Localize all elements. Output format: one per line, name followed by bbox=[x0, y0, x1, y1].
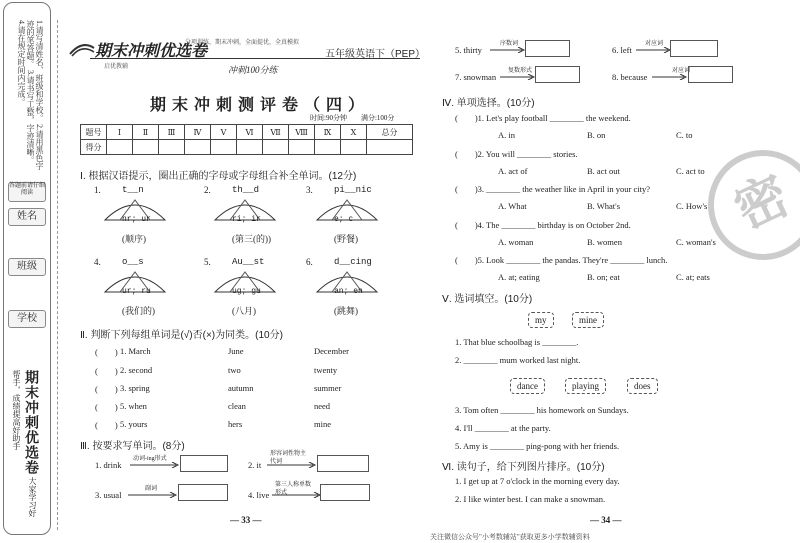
fill-sentence: 2. ________ mum worked last night. bbox=[455, 355, 581, 365]
option-a[interactable]: A. act of bbox=[498, 166, 528, 176]
answer-box[interactable] bbox=[180, 455, 228, 472]
option-a[interactable]: A. What bbox=[498, 201, 527, 211]
grade-label: 五年级英语下（PEP） bbox=[325, 49, 426, 60]
sidebar-logo: 期末冲刺优选卷 大家学习好帮手，成绩提高好助手 bbox=[12, 370, 40, 517]
judge-word: autumn bbox=[228, 383, 254, 393]
word-prompt: 2. it bbox=[248, 460, 262, 470]
question-stem: ( )4. The ________ birthday is on October 2nd. bbox=[455, 220, 631, 230]
option-b[interactable]: B. on; eat bbox=[587, 272, 620, 282]
brand-name: 启优教辅 bbox=[104, 64, 129, 70]
section-6-title: Ⅵ. 读句子，给下列图片排序。(10分) bbox=[442, 462, 605, 473]
question-stem: ( )3. ________ the weather like in April in your city? bbox=[455, 184, 650, 194]
fill-sentence: 4. I'll ________ at the party. bbox=[455, 423, 551, 433]
sidebar-hint: 答题前请仔细阅读 bbox=[8, 182, 46, 202]
reading-sentence: 1. I get up at 7 o'clock in the morning every day. bbox=[455, 476, 620, 486]
judge-paren[interactable]: ( ) bbox=[95, 384, 118, 394]
slogan: 冲刺100分练 bbox=[228, 65, 278, 75]
time-info: 时间:90分钟 满分:100分 bbox=[310, 114, 395, 122]
option-b[interactable]: B. women bbox=[587, 237, 622, 247]
header-subtitle: 分项训练，期末冲刺，全面提优，全真模拟 bbox=[185, 40, 300, 46]
answer-box[interactable] bbox=[317, 455, 369, 472]
judge-word: 5. yours bbox=[120, 419, 148, 429]
judge-word: two bbox=[228, 365, 241, 375]
question-stem: ( )5. Look ________ the pandas. They're ________ lunch. bbox=[455, 255, 668, 265]
class-label: 班级 bbox=[8, 258, 46, 276]
sidebar-notes: 1.请写清姓名、班级和学校。 2.请用黑色字迹的笔答题。 3.请书写工整，字迹清晰。 4.请在规定时间内完成。 bbox=[17, 20, 44, 170]
option-a[interactable]: A. in bbox=[498, 130, 515, 140]
arrow-icon bbox=[267, 462, 317, 468]
score-table bbox=[80, 124, 413, 155]
arrow-icon bbox=[272, 492, 322, 498]
word-choice: playing bbox=[565, 378, 606, 394]
option-a[interactable]: A. at; eating bbox=[498, 272, 540, 282]
answer-box[interactable] bbox=[688, 66, 733, 83]
word-prompt: 7. snowman bbox=[455, 72, 497, 82]
judge-word: hers bbox=[228, 419, 243, 429]
judge-word: December bbox=[314, 346, 349, 356]
word-annotation: 动词-ing形式 bbox=[133, 456, 167, 462]
header-rule bbox=[90, 58, 420, 59]
option-a[interactable]: A. woman bbox=[498, 237, 534, 247]
footer-note: 关注微信公众号"小考数辅站"获取更多小学数辅资料 bbox=[430, 533, 590, 541]
word-choice: dance bbox=[510, 378, 545, 394]
arrow-icon bbox=[652, 74, 688, 80]
arrow-icon bbox=[490, 47, 526, 53]
fan-item: 6. d__cing an; en (跳舞) bbox=[312, 257, 392, 319]
fan-item: 2. th__d ri; ir (第三(的)) bbox=[210, 185, 290, 247]
answer-box[interactable] bbox=[178, 484, 228, 501]
fan-item: 1. t__n nr; ur (顺序) bbox=[100, 185, 180, 247]
word-annotation: 形容词性物主代词 bbox=[270, 451, 307, 465]
section-4-title: Ⅳ. 单项选择。(10分) bbox=[442, 98, 535, 109]
option-c[interactable]: C. woman's bbox=[676, 237, 716, 247]
word-annotation: 对应词 bbox=[645, 41, 664, 47]
judge-word: summer bbox=[314, 383, 342, 393]
page-number-right: — 34 — bbox=[590, 515, 622, 525]
question-stem: ( )1. Let's play football ________ the weekend. bbox=[455, 113, 631, 123]
judge-paren[interactable]: ( ) bbox=[95, 402, 118, 412]
page-title: 期末冲刺测评卷（四） bbox=[150, 97, 371, 114]
word-annotation: 第三人称单数形式 bbox=[275, 482, 312, 496]
school-label: 学校 bbox=[8, 310, 46, 328]
reading-sentence: 2. I like winter best. I can make a snowman. bbox=[455, 494, 606, 504]
judge-word: 3. spring bbox=[120, 383, 150, 393]
page-number-left: — 33 — bbox=[230, 515, 262, 525]
fan-item: 5. Au__st ug; gu (八月) bbox=[210, 257, 290, 319]
word-choice: does bbox=[627, 378, 658, 394]
word-prompt: 1. drink bbox=[95, 460, 122, 470]
arrow-icon bbox=[500, 74, 536, 80]
option-c[interactable]: C. at; eats bbox=[676, 272, 710, 282]
word-prompt: 6. left bbox=[612, 45, 632, 55]
word-prompt: 5. thirty bbox=[455, 45, 482, 55]
word-choice: mine bbox=[572, 312, 604, 328]
word-annotation: 序数词 bbox=[500, 41, 519, 47]
option-c[interactable]: C. How's bbox=[676, 201, 708, 211]
judge-word: June bbox=[228, 346, 244, 356]
judge-word: need bbox=[314, 401, 331, 411]
section-3-title: Ⅲ. 按要求写单词。(8分) bbox=[80, 441, 185, 452]
word-choice: my bbox=[528, 312, 554, 328]
judge-word: 2. second bbox=[120, 365, 153, 375]
arrow-icon bbox=[636, 47, 672, 53]
score-value-row: 得分 bbox=[81, 140, 413, 155]
fan-item: 4. o__s ur; ru (我们的) bbox=[100, 257, 180, 319]
fold-line bbox=[57, 20, 58, 530]
word-prompt: 3. usual bbox=[95, 490, 122, 500]
option-b[interactable]: B. What's bbox=[587, 201, 621, 211]
answer-box[interactable] bbox=[535, 66, 580, 83]
judge-word: 1. March bbox=[120, 346, 151, 356]
question-stem: ( )2. You will ________ stories. bbox=[455, 149, 578, 159]
fill-sentence: 3. Tom often ________ his homework on Sundays. bbox=[455, 405, 629, 415]
word-prompt: 8. because bbox=[612, 72, 648, 82]
judge-word: mine bbox=[314, 419, 331, 429]
word-annotation: 副词 bbox=[145, 486, 158, 492]
word-prompt: 4. live bbox=[248, 490, 270, 500]
arrow-icon bbox=[128, 492, 178, 498]
section-2-title: Ⅱ. 判断下列每组单词是(√)否(×)为同类。(10分) bbox=[80, 330, 283, 341]
fill-sentence: 5. Amy is ________ ping-pong with her friends. bbox=[455, 441, 620, 451]
option-b[interactable]: B. on bbox=[587, 130, 606, 140]
arrow-icon bbox=[130, 462, 180, 468]
fan-item: 3. pi__nic e; c (野餐) bbox=[312, 185, 392, 247]
section-5-title: Ⅴ. 选词填空。(10分) bbox=[442, 294, 533, 305]
option-b[interactable]: B. act out bbox=[587, 166, 620, 176]
answer-box[interactable] bbox=[320, 484, 370, 501]
option-c[interactable]: C. act to bbox=[676, 166, 705, 176]
score-header-row: 题号 Ⅰ Ⅱ Ⅲ Ⅳ Ⅴ Ⅵ Ⅶ Ⅷ Ⅸ Ⅹ 总分 bbox=[81, 125, 413, 140]
judge-paren[interactable]: ( ) bbox=[95, 420, 118, 430]
confidential-stamp: 密 bbox=[690, 132, 800, 278]
judge-paren[interactable]: ( ) bbox=[95, 366, 118, 376]
answer-box[interactable] bbox=[525, 40, 570, 57]
judge-word: clean bbox=[228, 401, 246, 411]
answer-box[interactable] bbox=[670, 40, 718, 57]
option-c[interactable]: C. to bbox=[676, 130, 693, 140]
fill-sentence: 1. That blue schoolbag is ________. bbox=[455, 337, 579, 347]
section-1-title: Ⅰ. 根据汉语提示，圈出正确的字母或字母组合补全单词。(12分) bbox=[80, 171, 357, 182]
header-logo: 期末冲刺优选卷 bbox=[95, 43, 208, 60]
judge-paren[interactable]: ( ) bbox=[95, 347, 118, 357]
word-annotation: 复数形式 bbox=[508, 68, 533, 74]
name-label: 姓名 bbox=[8, 208, 46, 226]
judge-word: 5. when bbox=[120, 401, 147, 411]
word-annotation: 对应词 bbox=[672, 68, 691, 74]
judge-word: twenty bbox=[314, 365, 338, 375]
book-logo-icon bbox=[68, 34, 96, 58]
